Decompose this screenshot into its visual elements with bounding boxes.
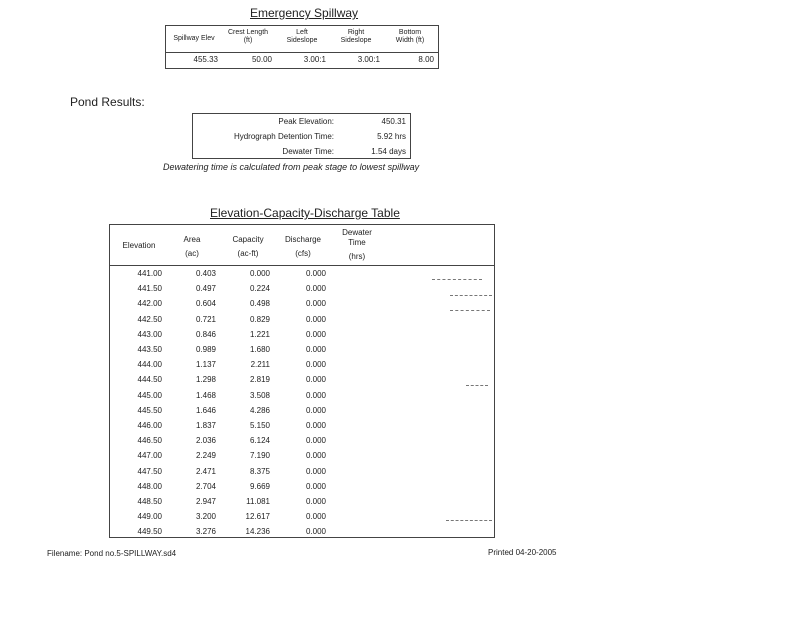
table-cell: 0.721 [195,314,216,324]
table-cell: 1.137 [195,360,216,370]
table-cell: 1.298 [195,375,216,385]
table-cell: 442.00 [137,299,162,309]
pond-result-label: Peak Elevation: [278,117,334,126]
table-cell: 2.249 [195,451,216,461]
table-row [110,313,494,328]
table-cell: 0.000 [305,405,326,415]
table-row [110,373,494,388]
table-cell: 446.00 [137,421,162,430]
footer-filename: Filename: Pond no.5-SPILLWAY.sd4 [47,549,177,558]
table-cell: 2.211 [250,360,270,370]
table-cell: 0.403 [195,269,216,278]
table-cell: 444.50 [137,375,162,385]
table-cell: 11.081 [246,497,270,506]
table-cell: 1.468 [195,390,216,400]
table-cell: 12.617 [245,512,270,522]
table-cell: 445.50 [137,405,162,415]
table-cell: 447.50 [137,466,162,476]
ecd-header-area: Area [183,235,201,244]
table-cell: 0.846 [195,329,216,339]
spillway-header-cell: Spillway Elev [173,35,215,42]
table-cell: 2.704 [195,481,216,491]
pond-results-box [192,113,411,159]
table-cell: 442.50 [137,314,162,324]
table-row [110,343,494,358]
pond-result-label: Dewater Time: [282,147,334,156]
spillway-value: 455.33 [193,55,218,64]
table-cell: 14.236 [245,527,270,537]
table-row [110,495,494,510]
table-cell: 2.819 [249,375,270,385]
pond-result-label: Hydrograph Detention Time: [233,132,334,141]
table-cell: 3.200 [195,512,216,522]
table-cell: 0.497 [195,284,216,294]
table-row [110,404,494,419]
ecd-header-discharge-unit: (cfs) [295,249,311,258]
table-cell: 2.471 [195,466,216,476]
table-cell: 443.50 [137,345,162,354]
ecd-header-dewater: Dewater Time [342,228,372,247]
spillway-value: 3.00:1 [357,55,380,64]
spillway-value: 8.00 [418,55,434,64]
table-cell: 1.221 [249,329,270,339]
table-cell: 0.604 [195,299,216,309]
table-row [110,358,494,373]
ecd-table [109,224,495,538]
table-cell: 0.000 [305,481,326,491]
spillway-value: 50.00 [251,55,272,64]
table-row [110,297,494,312]
spillway-header-cell: Crest Length (ft) [227,29,269,44]
ecd-header-discharge: Discharge [284,235,321,244]
table-row [110,419,494,434]
table-cell: 0.829 [249,314,270,324]
table-cell: 0.000 [305,360,326,370]
table-cell: 0.000 [305,314,326,324]
pond-result-value: 5.92 hrs [377,132,406,141]
table-cell: 449.00 [137,512,162,522]
table-row [110,510,494,525]
spillway-header-cell: Left Sideslope [286,29,318,44]
spillway-header-cell: Right Sideslope [340,29,372,44]
pond-result-value: 1.54 days [371,147,406,156]
scan-mark [446,520,492,521]
table-cell: 0.000 [249,269,270,278]
spillway-title: Emergency Spillway [250,6,359,20]
table-cell: 0.000 [305,451,326,461]
table-cell: 446.50 [137,436,162,446]
table-cell: 8.375 [249,466,270,476]
table-row [110,282,494,297]
table-cell: 0.000 [305,299,326,309]
table-cell: 0.989 [195,345,216,354]
table-cell: 2.947 [195,497,216,506]
table-row [110,434,494,449]
table-cell: 447.00 [137,451,162,461]
table-cell: 441.50 [137,284,162,294]
table-cell: 0.000 [305,345,326,354]
table-cell: 7.190 [249,451,270,461]
spillway-value: 3.00:1 [303,55,326,64]
table-cell: 0.498 [249,299,270,309]
ecd-header-capacity-unit: (ac-ft) [237,249,259,258]
table-cell: 448.00 [137,481,162,491]
spillway-table [165,25,439,69]
table-cell: 3.276 [195,527,216,537]
table-row [110,525,494,540]
ecd-header-dewater-unit: (hrs) [348,252,366,261]
footer-printed-date: Printed 04-20-2005 [488,548,557,557]
table-cell: 0.000 [305,527,326,537]
ecd-header-row [110,225,494,266]
pond-result-value: 450.31 [381,117,406,126]
table-cell: 443.00 [137,329,162,339]
ecd-header-elevation: Elevation [122,241,156,250]
table-cell: 445.00 [137,390,162,400]
table-cell: 9.669 [249,481,270,491]
table-cell: 0.000 [305,375,326,385]
table-row [110,465,494,480]
table-cell: 4.286 [249,405,270,415]
table-cell: 0.000 [305,284,326,294]
table-row [110,480,494,495]
table-cell: 441.00 [137,269,162,278]
table-cell: 5.150 [249,421,270,430]
ecd-table-title: Elevation-Capacity-Discharge Table [210,206,400,220]
spillway-header-cell: Bottom Width (ft) [395,29,425,44]
table-cell: 449.50 [137,527,162,537]
table-cell: 448.50 [137,497,162,506]
ecd-header-capacity: Capacity [232,235,264,244]
scan-mark [432,279,482,280]
table-cell: 6.124 [249,436,270,446]
table-cell: 1.680 [249,345,270,354]
pond-result-row [193,114,410,129]
scan-mark [466,385,488,386]
pond-results-label: Pond Results: [70,95,145,109]
pond-result-row [193,129,410,144]
table-cell: 0.000 [305,497,326,506]
table-cell: 0.000 [305,269,326,278]
table-cell: 0.000 [305,436,326,446]
table-row [110,328,494,343]
spillway-header-row [166,26,438,53]
table-cell: 0.000 [305,512,326,522]
table-cell: 0.000 [305,329,326,339]
scan-mark [450,295,492,296]
pond-result-row [193,144,410,159]
table-row [110,449,494,464]
table-cell: 1.837 [195,421,216,430]
table-row [110,389,494,404]
table-cell: 0.000 [305,466,326,476]
table-cell: 3.508 [249,390,270,400]
table-cell: 444.00 [137,360,162,370]
scan-mark [450,310,490,311]
table-cell: 0.000 [305,421,326,430]
dewatering-note: Dewatering time is calculated from peak stage to lowest spillway [163,162,420,172]
table-cell: 0.000 [305,390,326,400]
table-cell: 2.036 [195,436,216,446]
table-cell: 0.224 [249,284,270,294]
ecd-header-area-unit: (ac) [185,249,199,258]
table-cell: 1.646 [195,405,216,415]
